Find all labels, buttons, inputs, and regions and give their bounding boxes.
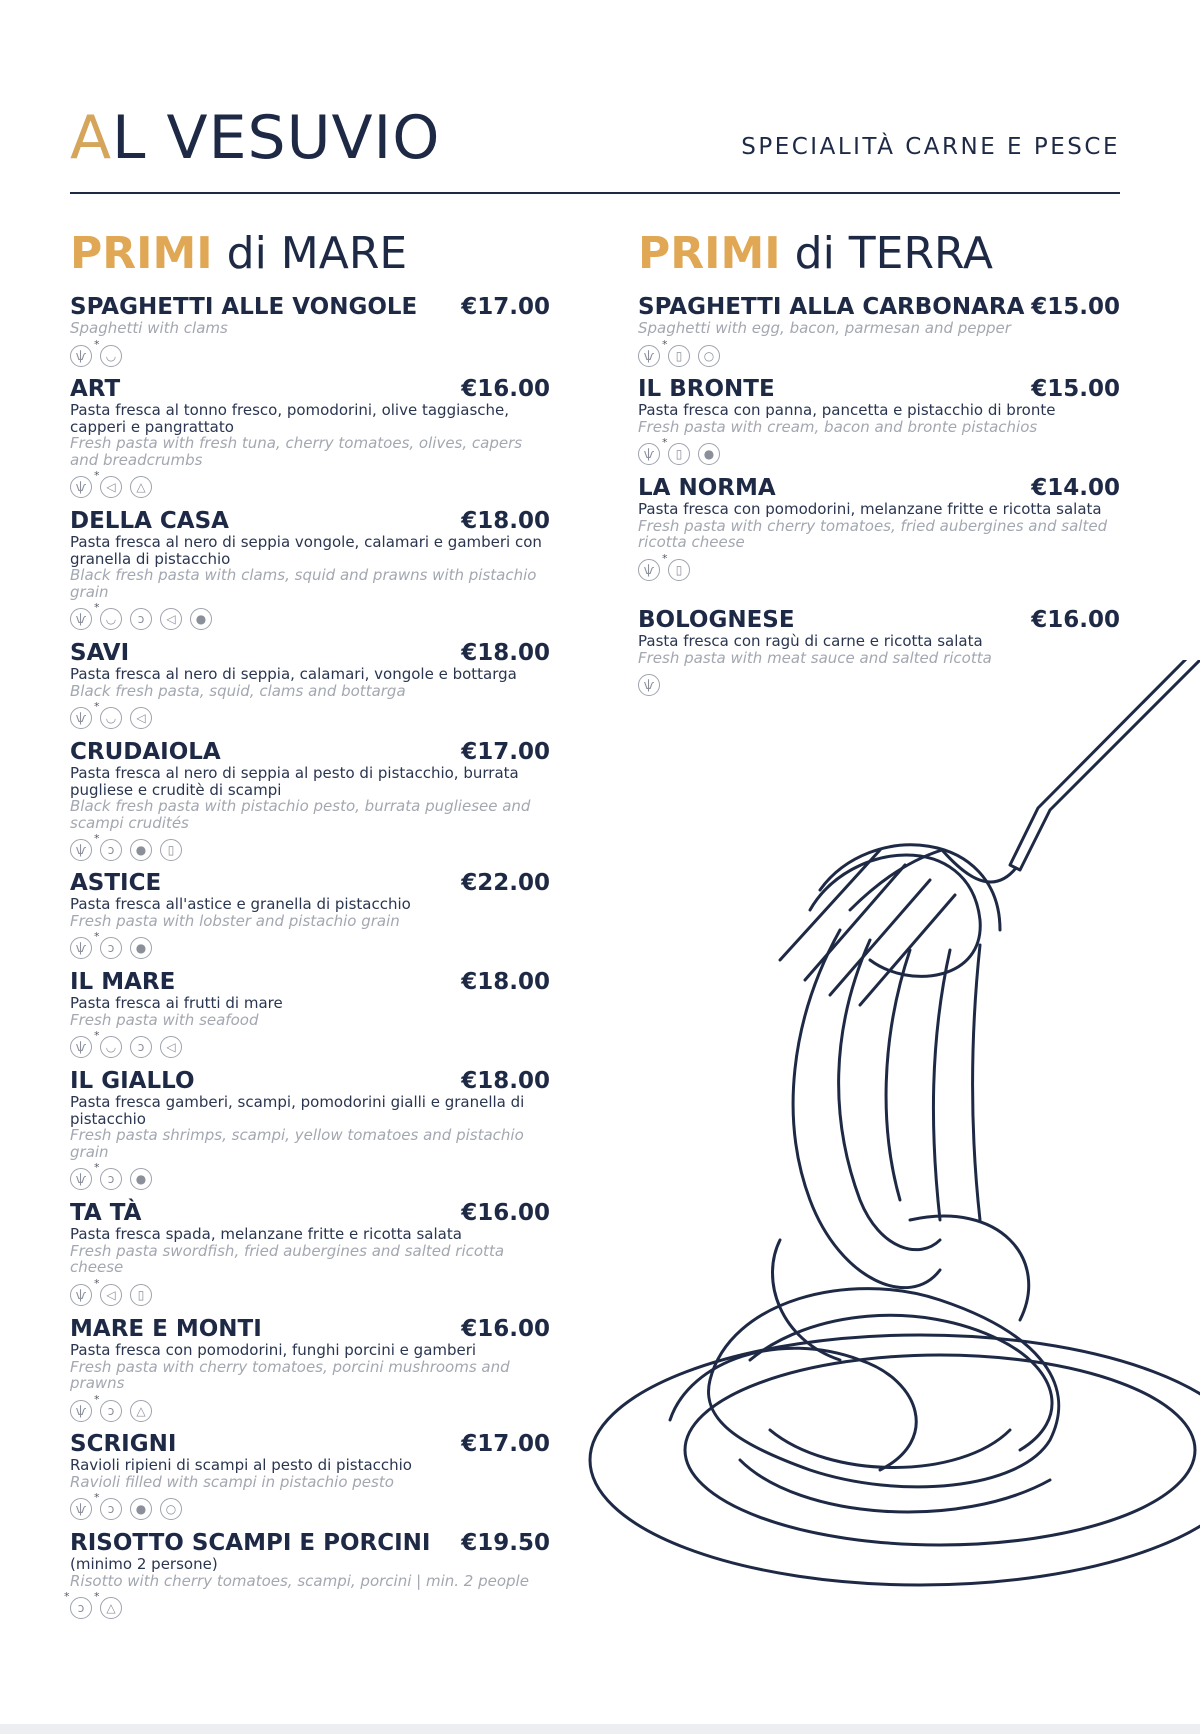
allergen-icons — [70, 1497, 550, 1521]
egg-icon: ○ — [698, 345, 720, 367]
page-bottom-band — [0, 1724, 1200, 1734]
pasta-loop-1 — [773, 1240, 841, 1360]
header-divider — [70, 192, 1120, 194]
wheat-icon: ѱ — [70, 476, 92, 498]
wheat-icon: ѱ — [70, 1498, 92, 1520]
clam-icon: * ◡ — [100, 1036, 122, 1058]
milk-icon: ▯ — [160, 839, 182, 861]
milk-icon: * ▯ — [668, 443, 690, 465]
menu-item — [70, 1530, 550, 1620]
item-name: LA NORMA — [638, 475, 776, 501]
item-description-en: Fresh pasta shrimps, scampi, yellow tomatoes and pistachio grain — [70, 1126, 524, 1161]
fish-icon: ◁ — [130, 707, 152, 729]
nut-icon: ● — [190, 608, 212, 630]
item-description-en: Black fresh pasta with pistachio pesto, burrata pugliesee and scampi crudités — [70, 797, 531, 832]
item-name: RISOTTO SCAMPI E PORCINI — [70, 1530, 431, 1556]
fork-tine-4 — [860, 895, 955, 1005]
pasta-pile-1 — [708, 1289, 1058, 1487]
strand-1 — [793, 930, 940, 1288]
pasta-pile-5 — [770, 1430, 1010, 1468]
restaurant-logo — [70, 104, 440, 172]
menu-item — [70, 1316, 550, 1423]
item-description-it: Pasta fresca al nero di seppia vongole, calamari e gamberi con granella di pistacchio — [70, 533, 542, 568]
item-description-en: Fresh pasta with cherry tomatoes, fried aubergines and salted ricotta cheese — [638, 516, 1108, 551]
shrimp-icon: * ↄ — [100, 839, 122, 861]
logo-text: L VESUVIO — [112, 103, 441, 173]
menu-item — [70, 1068, 550, 1191]
item-description-en: Fresh pasta with cream, bacon and bronte pistachios — [638, 417, 1038, 436]
item-description-it: Pasta fresca al nero di seppia, calamari, vongole e bottarga — [70, 665, 517, 683]
allergen-icons — [638, 558, 1120, 582]
fork-tine-1 — [780, 850, 880, 960]
menu-item — [70, 640, 550, 730]
item-price: €18.00 — [461, 640, 550, 666]
milk-icon: * ▯ — [668, 559, 690, 581]
wheat-icon: ѱ — [70, 839, 92, 861]
section-title-mare — [70, 226, 407, 282]
wheat-icon: ѱ — [70, 1284, 92, 1306]
allergen-icons — [70, 838, 550, 862]
item-description-en: Black fresh pasta, squid, clams and bottarga — [70, 681, 406, 700]
menu-item — [70, 508, 550, 631]
item-description-it: Pasta fresca con pomodorini, melanzane fritte e ricotta salata — [638, 500, 1102, 518]
item-description-it: Pasta fresca con pomodorini, funghi porcini e gamberi — [70, 1341, 477, 1359]
item-description-en: Spaghetti with egg, bacon, parmesan and pepper — [638, 319, 1011, 337]
item-price: €22.00 — [461, 870, 550, 896]
strand-2 — [839, 940, 940, 1250]
fork-tine-2 — [805, 865, 905, 980]
menu-item — [70, 870, 550, 960]
item-name: SAVI — [70, 640, 130, 666]
shrimp-icon: * ↄ — [100, 937, 122, 959]
logo-letter-a: A — [70, 103, 113, 173]
item-description-it: Pasta fresca spada, melanzane fritte e ricotta salata — [70, 1225, 462, 1243]
wheat-icon: ѱ — [70, 707, 92, 729]
item-name: ART — [70, 376, 121, 402]
section-title-terra — [638, 226, 993, 282]
shrimp-icon: * ↄ — [100, 1498, 122, 1520]
wheat-icon: ѱ — [70, 1400, 92, 1422]
item-description-it: Pasta fresca con ragù di carne e ricotta salata — [638, 632, 983, 650]
allergen-icons — [70, 1596, 550, 1620]
item-price: €16.00 — [461, 1316, 550, 1342]
item-price: €16.00 — [1031, 607, 1120, 633]
item-description-it: (minimo 2 persone) — [70, 1555, 218, 1573]
item-price: €16.00 — [461, 376, 550, 402]
item-description-en: Fresh pasta with seafood — [70, 1010, 259, 1029]
pasta-loop-2 — [910, 1216, 1029, 1320]
item-description-it: Pasta fresca al tonno fresco, pomodorini, olive taggiasche, capperi e pangrattato — [70, 401, 510, 436]
menu-item — [70, 969, 550, 1059]
item-price: €17.00 — [461, 1431, 550, 1457]
item-name: SCRIGNI — [70, 1431, 177, 1457]
wheat-icon: ѱ — [70, 608, 92, 630]
wheat-icon: ѱ — [70, 1168, 92, 1190]
item-name: IL GIALLO — [70, 1068, 195, 1094]
menu-item — [638, 294, 1120, 368]
flask-icon: △ — [130, 476, 152, 498]
fish-icon: ◁ — [160, 608, 182, 630]
menu-item — [70, 294, 550, 368]
section-title-accent: PRIMI — [70, 228, 213, 279]
strand-4 — [933, 950, 950, 1220]
spaghetti-fork-illustration — [580, 660, 1200, 1620]
shrimp-icon: * ↄ — [70, 1597, 92, 1619]
item-description-en: Spaghetti with clams — [70, 319, 228, 337]
clam-icon: * ◡ — [100, 608, 122, 630]
menu-item — [70, 1200, 550, 1307]
item-name: SPAGHETTI ALLA CARBONARA — [638, 294, 1025, 320]
item-name: TA TÀ — [70, 1200, 142, 1226]
wheat-icon: ѱ — [638, 559, 660, 581]
shrimp-icon: * ↄ — [100, 1168, 122, 1190]
milk-icon: * ▯ — [668, 345, 690, 367]
allergen-icons — [70, 936, 550, 960]
item-name: IL MARE — [70, 969, 176, 995]
flask-icon: △ — [130, 1400, 152, 1422]
item-description-it: Ravioli ripieni di scampi al pesto di pistacchio — [70, 1456, 412, 1474]
item-description-en: Black fresh pasta with clams, squid and prawns with pistachio grain — [70, 566, 537, 601]
allergen-icons — [70, 706, 550, 730]
item-description-it: Pasta fresca all'astice e granella di pistacchio — [70, 895, 411, 913]
fish-icon: * ◁ — [100, 1284, 122, 1306]
item-price: €18.00 — [461, 508, 550, 534]
menu-item — [70, 376, 550, 499]
pasta-pile-3 — [670, 1348, 916, 1470]
wheat-icon: ѱ — [70, 1036, 92, 1058]
menu-item — [638, 475, 1120, 582]
item-description-it: Pasta fresca con panna, pancetta e pistacchio di bronte — [638, 401, 1056, 419]
allergen-icons — [70, 1035, 550, 1059]
item-description-it: Pasta fresca ai frutti di mare — [70, 994, 283, 1012]
item-price: €15.00 — [1031, 294, 1120, 320]
item-description-en: Fresh pasta with fresh tuna, cherry tomatoes, olives, capers and breadcrumbs — [70, 434, 523, 469]
item-description-en: Fresh pasta with cherry tomatoes, porcini mushrooms and prawns — [70, 1357, 510, 1392]
wheat-icon: ѱ — [638, 674, 660, 696]
item-price: €19.50 — [461, 1530, 550, 1556]
allergen-icons — [70, 344, 550, 368]
item-description-it: Pasta fresca gamberi, scampi, pomodorini gialli e granella di pistacchio — [70, 1093, 525, 1128]
menu-item — [70, 739, 550, 862]
item-description-en: Fresh pasta with meat sauce and salted ricotta — [638, 648, 992, 667]
menu-item — [70, 1431, 550, 1521]
shrimp-icon: * ↄ — [100, 1400, 122, 1422]
wheat-icon: ѱ — [70, 937, 92, 959]
fish-icon: ◁ — [160, 1036, 182, 1058]
allergen-icons — [70, 1283, 550, 1307]
allergen-icons — [70, 607, 550, 631]
wheat-icon: ѱ — [70, 345, 92, 367]
clam-icon: * ◡ — [100, 345, 122, 367]
wheat-icon: ѱ — [638, 443, 660, 465]
item-price: €17.00 — [461, 294, 550, 320]
item-price: €14.00 — [1031, 475, 1120, 501]
item-description-en: Ravioli filled with scampi in pistachio pesto — [70, 1472, 394, 1491]
nut-icon: ● — [130, 937, 152, 959]
item-description-en: Fresh pasta with lobster and pistachio grain — [70, 911, 400, 930]
section-title-rest: di MARE — [212, 228, 408, 279]
nut-icon: ● — [698, 443, 720, 465]
item-name: MARE E MONTI — [70, 1316, 262, 1342]
section-title-accent: PRIMI — [638, 228, 781, 279]
menu-item — [638, 376, 1120, 466]
item-name: SPAGHETTI ALLE VONGOLE — [70, 294, 418, 320]
allergen-icons — [70, 1167, 550, 1191]
item-name: DELLA CASA — [70, 508, 229, 534]
item-description-en: Risotto with cherry tomatoes, scampi, porcini | min. 2 people — [70, 1571, 529, 1590]
milk-icon: ▯ — [130, 1284, 152, 1306]
fish-icon: * ◁ — [100, 476, 122, 498]
item-price: €17.00 — [461, 739, 550, 765]
nut-icon: ● — [130, 1498, 152, 1520]
egg-icon: ○ — [160, 1498, 182, 1520]
item-description-en: Fresh pasta swordfish, fried aubergines and salted ricotta cheese — [70, 1241, 505, 1276]
nut-icon: ● — [130, 839, 152, 861]
item-price: €16.00 — [461, 1200, 550, 1226]
item-description-it: Pasta fresca al nero di seppia al pesto di pistacchio, burrata pugliese e cruditè di scampi — [70, 764, 519, 799]
section-title-rest: di TERRA — [780, 228, 993, 279]
fork-tine-3 — [830, 880, 930, 995]
allergen-icons — [70, 475, 550, 499]
item-name: CRUDAIOLA — [70, 739, 221, 765]
wheat-icon: ѱ — [638, 345, 660, 367]
shrimp-icon: ↄ — [130, 1036, 152, 1058]
clam-icon: * ◡ — [100, 707, 122, 729]
tagline: SPECIALITÀ CARNE E PESCE — [741, 134, 1120, 160]
allergen-icons — [70, 1399, 550, 1423]
item-price: €18.00 — [461, 1068, 550, 1094]
allergen-icons — [638, 442, 1120, 466]
strand-5 — [973, 945, 981, 1220]
shrimp-icon: ↄ — [130, 608, 152, 630]
item-name: BOLOGNESE — [638, 607, 795, 633]
strand-3 — [886, 950, 910, 1200]
fork-handle — [1010, 660, 1200, 870]
item-price: €18.00 — [461, 969, 550, 995]
flask-icon: * △ — [100, 1597, 122, 1619]
item-name: ASTICE — [70, 870, 162, 896]
item-price: €15.00 — [1031, 376, 1120, 402]
item-name: IL BRONTE — [638, 376, 775, 402]
nut-icon: ● — [130, 1168, 152, 1190]
allergen-icons — [638, 344, 1120, 368]
